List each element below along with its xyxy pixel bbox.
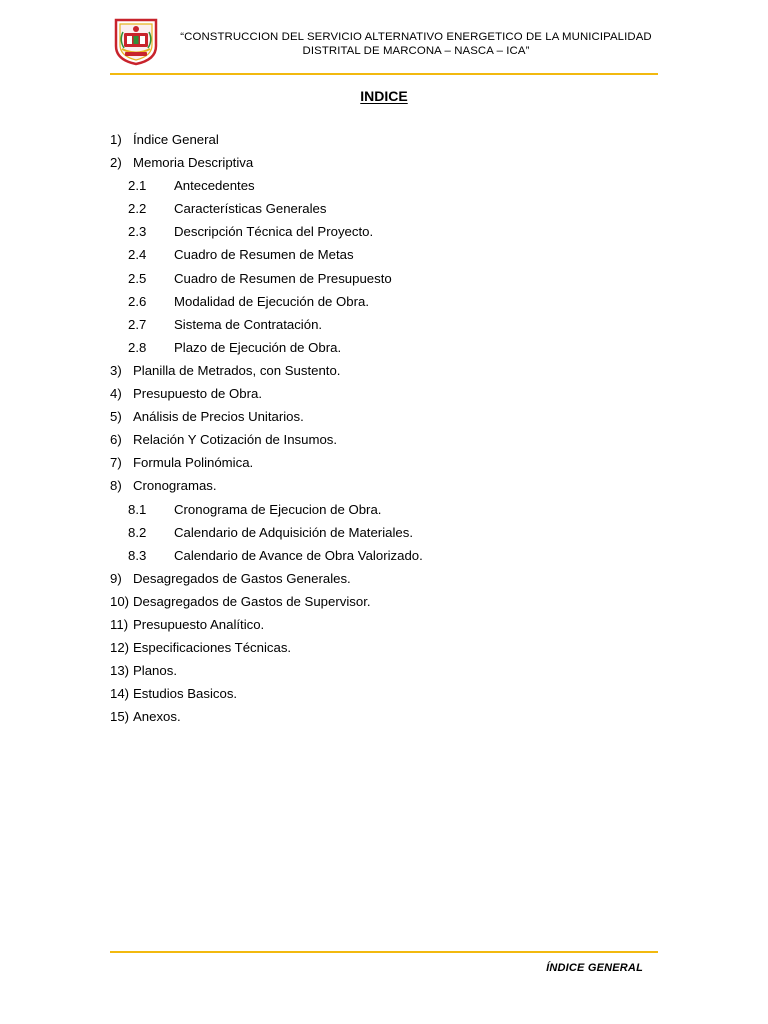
toc-subentry [110, 223, 658, 246]
toc-entry-number: 9) [110, 570, 122, 586]
toc-entry-label: Cronograma de Ejecucion de Obra. [174, 501, 382, 517]
toc-entry-number: 12) [110, 640, 130, 656]
toc-entry-number: 8.3 [128, 547, 147, 563]
toc-entry-number: 10) [110, 593, 130, 609]
toc-entry-label: Presupuesto Analítico. [133, 616, 265, 632]
project-title-line-2: DISTRITAL DE MARCONA – NASCA – ICA” [302, 45, 530, 57]
page-title: INDICE [360, 88, 408, 104]
toc-entry-number: 2.3 [128, 224, 147, 240]
toc-entry-number: 5) [110, 409, 122, 425]
toc-entry-label: Plazo de Ejecución de Obra. [174, 339, 342, 355]
toc-subentry [110, 246, 658, 269]
toc-entry-label: Cuadro de Resumen de Metas [174, 247, 354, 263]
toc-entry [110, 454, 658, 477]
toc-entry [110, 154, 658, 177]
toc-entry-number: 3) [110, 362, 122, 378]
toc-entry-label: Sistema de Contratación. [174, 316, 323, 332]
toc-entry [110, 408, 658, 431]
toc-entry-number: 4) [110, 386, 122, 402]
toc-entry-number: 8.1 [128, 501, 147, 517]
toc-entry-label: Estudios Basicos. [133, 686, 238, 702]
project-title-line-1: “CONSTRUCCION DEL SERVICIO ALTERNATIVO ENERGETICO DE LA MUNICIPALIDAD [180, 31, 652, 43]
toc-entry [110, 593, 658, 616]
toc-entry-label: Cronogramas. [133, 478, 217, 494]
toc-subentry [110, 547, 658, 570]
toc-entry-label: Descripción Técnica del Proyecto. [174, 224, 374, 240]
toc-entry [110, 708, 658, 731]
toc-entry [110, 131, 658, 154]
toc-entry-number: 8) [110, 478, 122, 494]
toc-entry-label: Planos. [133, 663, 177, 679]
toc-subentry [110, 524, 658, 547]
toc-subentry [110, 270, 658, 293]
toc-entry-number: 7) [110, 455, 122, 471]
toc-entry [110, 431, 658, 454]
toc-entry-label: Planilla de Metrados, con Sustento. [133, 362, 341, 378]
toc-subentry [110, 200, 658, 223]
page-header [110, 14, 658, 72]
toc-entry-number: 2) [110, 155, 122, 171]
toc-entry-number: 2.7 [128, 316, 147, 332]
toc-entry-label: Características Generales [174, 201, 327, 217]
toc-entry-label: Relación Y Cotización de Insumos. [133, 432, 338, 448]
toc-entry [110, 385, 658, 408]
toc-entry-label: Calendario de Avance de Obra Valorizado. [174, 547, 423, 563]
toc-entry [110, 616, 658, 639]
toc-entry-label: Anexos. [133, 709, 181, 725]
toc-entry-number: 15) [110, 709, 130, 725]
toc-entry-label: Índice General [133, 132, 219, 147]
toc-entry-label: Antecedentes [174, 178, 255, 194]
footer-label: ÍNDICE GENERAL [546, 962, 643, 974]
toc-entry [110, 570, 658, 593]
municipal-coat-of-arms-icon [113, 16, 159, 66]
toc-entry [110, 662, 658, 685]
toc-entry-label: Presupuesto de Obra. [133, 386, 263, 402]
toc-entry-number: 8.2 [128, 524, 147, 540]
toc-entry-number: 6) [110, 432, 122, 448]
toc-entry-number: 14) [110, 686, 130, 702]
toc-subentry [110, 293, 658, 316]
header-divider [110, 73, 658, 75]
toc-entry-number: 2.6 [128, 293, 147, 309]
toc-entry-number: 1) [110, 132, 122, 147]
toc-entry [110, 362, 658, 385]
toc-entry-label: Análisis de Precios Unitarios. [133, 409, 304, 425]
toc-entry-label: Calendario de Adquisición de Materiales. [174, 524, 413, 540]
toc-entry-label: Especificaciones Técnicas. [133, 640, 292, 656]
toc-entry-number: 2.5 [128, 270, 147, 286]
toc-entry-number: 13) [110, 663, 130, 679]
toc-subentry [110, 316, 658, 339]
toc-entry [110, 477, 658, 500]
table-of-contents [110, 131, 658, 731]
project-title [174, 30, 658, 58]
toc-entry-number: 11) [110, 616, 129, 632]
toc-entry-label: Formula Polinómica. [133, 455, 254, 471]
toc-entry-number: 2.1 [128, 178, 147, 194]
toc-entry [110, 685, 658, 708]
toc-subentry [110, 177, 658, 200]
toc-subentry [110, 501, 658, 524]
toc-entry-number: 2.8 [128, 339, 147, 355]
toc-subentry [110, 339, 658, 362]
toc-entry-number: 2.4 [128, 247, 147, 263]
toc-entry-number: 2.2 [128, 201, 147, 217]
toc-entry-label: Desagregados de Gastos Generales. [133, 570, 351, 586]
toc-entry-label: Cuadro de Resumen de Presupuesto [174, 270, 392, 286]
toc-entry-label: Memoria Descriptiva [133, 155, 254, 171]
footer-divider [110, 951, 658, 953]
toc-entry-label: Modalidad de Ejecución de Obra. [174, 293, 370, 309]
toc-entry-label: Desagregados de Gastos de Supervisor. [133, 593, 371, 609]
toc-entry [110, 639, 658, 662]
